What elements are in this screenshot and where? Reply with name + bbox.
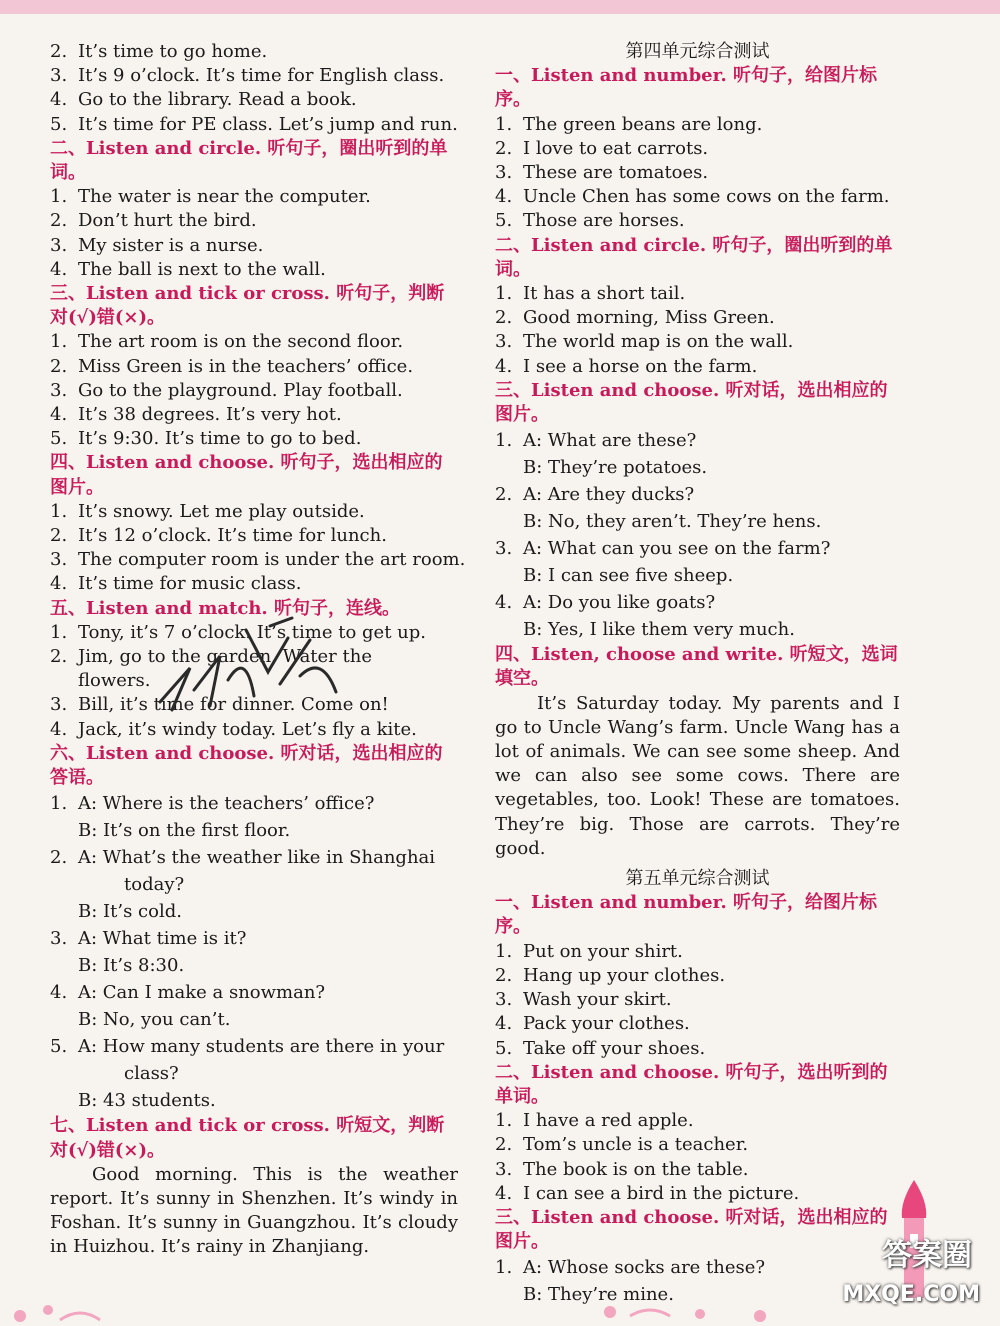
handwriting-scribble	[150, 610, 350, 720]
list-item: 2. Miss Green is in the teachers’ office.	[50, 355, 414, 377]
unit-title: 第四单元综合测试	[625, 41, 770, 62]
dialog-line: 1. A: Whose socks are these?	[495, 1257, 766, 1279]
list-item: 1. The water is near the computer.	[50, 186, 371, 208]
list-item: 3. These are tomatoes.	[495, 162, 709, 184]
list-item: 4. The ball is next to the wall.	[50, 258, 326, 280]
unit-title: 第五单元综合测试	[625, 868, 770, 890]
dialog-line: 1. A: Where is the teachers’ office?	[50, 793, 375, 815]
section-heading: 三、Listen and tick or cross. 听句子，判断对(√)错(×)。	[50, 283, 445, 329]
section-heading: 二、Listen and circle. 听句子，圈出听到的单词。	[495, 234, 893, 280]
dialog-line: 2. A: Are they ducks?	[495, 484, 695, 506]
dialog-line: 4. A: Can I make a snowman?	[50, 982, 326, 1004]
list-item: 2. Don’t hurt the bird.	[50, 210, 257, 232]
list-item: 3. Wash your skirt.	[495, 989, 672, 1011]
list-item: 4. It’s 38 degrees. It’s very hot.	[50, 404, 342, 426]
list-item: 3. The world map is on the wall.	[495, 331, 794, 353]
list-item: 1. It has a short tail.	[495, 283, 686, 305]
list-item: 4. Pack your clothes.	[495, 1013, 690, 1035]
list-item: 2. Hang up your clothes.	[495, 964, 726, 986]
watermark-url: MXQE.COM	[842, 1282, 980, 1307]
list-item: 5. Take off your shoes.	[495, 1037, 706, 1059]
watermark-logo	[830, 1230, 990, 1320]
list-item: 2. I love to eat carrots.	[495, 137, 709, 159]
list-item: 3. The book is on the table.	[495, 1158, 749, 1180]
list-item: 3. Bill, it’s time for dinner. Come on!	[50, 694, 389, 716]
dialog-line: B: 43 students.	[78, 1090, 216, 1112]
dialog-line: 2. A: What’s the weather like in Shanghai	[50, 847, 436, 869]
list-item: 4. Jack, it’s windy today. Let’s fly a kite.	[50, 718, 417, 740]
section-heading: 四、Listen, choose and write. 听短文，选词填空。	[495, 644, 898, 690]
list-item-continuation: flowers.	[78, 670, 151, 692]
list-item: 4. Uncle Chen has some cows on the farm.	[495, 186, 890, 208]
section-heading: 五、Listen and match. 听句子，连线。	[50, 597, 400, 619]
list-item: 3. It’s 9 o’clock. It’s time for English class.	[50, 65, 445, 87]
paragraph: It’s Saturday today. My parents and I go to Uncle Wang’s farm. Uncle Wang has a lot of animals. We can see some sheep. And we can also see some cows. There are vegetables, too. Look! These are tomatoes. They’re big. Those are carrots. They’re good.	[495, 692, 900, 859]
section-heading: 三、Listen and choose. 听对话，选出相应的图片。	[495, 379, 888, 426]
section-heading: 四、Listen and choose. 听句子，选出相应的图片。	[50, 452, 443, 498]
dialog-line: B: It’s 8:30.	[78, 955, 185, 977]
list-item: 5. It’s time for PE class. Let’s jump and run.	[50, 113, 458, 135]
dialog-line: class?	[124, 1063, 179, 1085]
list-item: 3. Go to the playground. Play football.	[50, 379, 403, 401]
list-item: 2. Good morning, Miss Green.	[495, 307, 775, 329]
dialog-line: 3. A: What can you see on the farm?	[495, 538, 831, 560]
list-item: 2. Jim, go to the garden. Water the	[50, 646, 372, 668]
dialog-line: B: Yes, I like them very much.	[523, 619, 795, 641]
list-item: 4. It’s time for music class.	[50, 573, 302, 595]
dialog-line: 5. A: How many students are there in your	[50, 1036, 445, 1058]
list-item: 1. Put on your shirt.	[495, 940, 683, 962]
dialog-line: 4. A: Do you like goats?	[495, 592, 716, 614]
list-item: 4. Go to the library. Read a book.	[50, 89, 357, 111]
list-item: 1. Tony, it’s 7 o’clock. It’s time to get up.	[50, 621, 426, 643]
list-item: 5. It’s 9:30. It’s time to go to bed.	[50, 428, 362, 450]
section-heading: 七、Listen and tick or cross. 听短文，判断对(√)错(×)。	[50, 1115, 445, 1161]
section-heading: 一、Listen and number. 听句子，给图片标序。	[495, 892, 877, 938]
list-item: 3. The computer room is under the art room.	[50, 549, 466, 571]
dialog-line: B: It’s on the first floor.	[78, 820, 291, 842]
dialog-line: B: They’re potatoes.	[523, 457, 708, 479]
list-item: 2. It’s 12 o’clock. It’s time for lunch.	[50, 525, 387, 547]
list-item: 1. It’s snowy. Let me play outside.	[50, 500, 365, 522]
list-item: 1. The art room is on the second floor.	[50, 331, 404, 353]
section-heading: 一、Listen and number. 听句子，给图片标序。	[495, 65, 877, 111]
section-heading: 六、Listen and choose. 听对话，选出相应的答语。	[50, 742, 443, 789]
list-item: 2. Tom’s uncle is a teacher.	[495, 1134, 749, 1156]
dialog-line: B: No, you can’t.	[78, 1009, 231, 1031]
list-item: 4. I can see a bird in the picture.	[495, 1182, 800, 1204]
list-item: 3. My sister is a nurse.	[50, 234, 264, 256]
list-item: 1. The green beans are long.	[495, 113, 763, 135]
dialog-line: B: I can see five sheep.	[523, 565, 734, 587]
list-item: 4. I see a horse on the farm.	[495, 355, 758, 377]
dialog-line: 3. A: What time is it?	[50, 928, 247, 950]
dialog-line: B: They’re mine.	[523, 1284, 674, 1306]
dialog-line: B: It’s cold.	[78, 901, 182, 923]
top-pink-band	[0, 0, 1000, 14]
section-heading: 二、Listen and choose. 听句子，选出听到的单词。	[495, 1061, 888, 1107]
right-column	[495, 40, 900, 1308]
section-heading: 三、Listen and choose. 听对话，选出相应的图片。	[495, 1206, 888, 1253]
list-item: 2. It’s time to go home.	[50, 41, 268, 62]
section-heading: 二、Listen and circle. 听句子，圈出听到的单词。	[50, 137, 448, 184]
dialog-line: B: No, they aren’t. They’re hens.	[523, 511, 822, 533]
watermark-text: 答案圈	[882, 1238, 972, 1273]
list-item: 5. Those are horses.	[495, 210, 685, 232]
dialog-line: 1. A: What are these?	[495, 430, 697, 452]
dialog-line: today?	[124, 874, 185, 896]
paragraph: Good morning. This is the weather report. It’s sunny in Shenzhen. It’s windy in Foshan. It’s sunny in Guangzhou. It’s cloudy in Huizhou. It’s rainy in Zhanjiang.	[50, 1163, 458, 1258]
list-item: 1. I have a red apple.	[495, 1110, 694, 1132]
